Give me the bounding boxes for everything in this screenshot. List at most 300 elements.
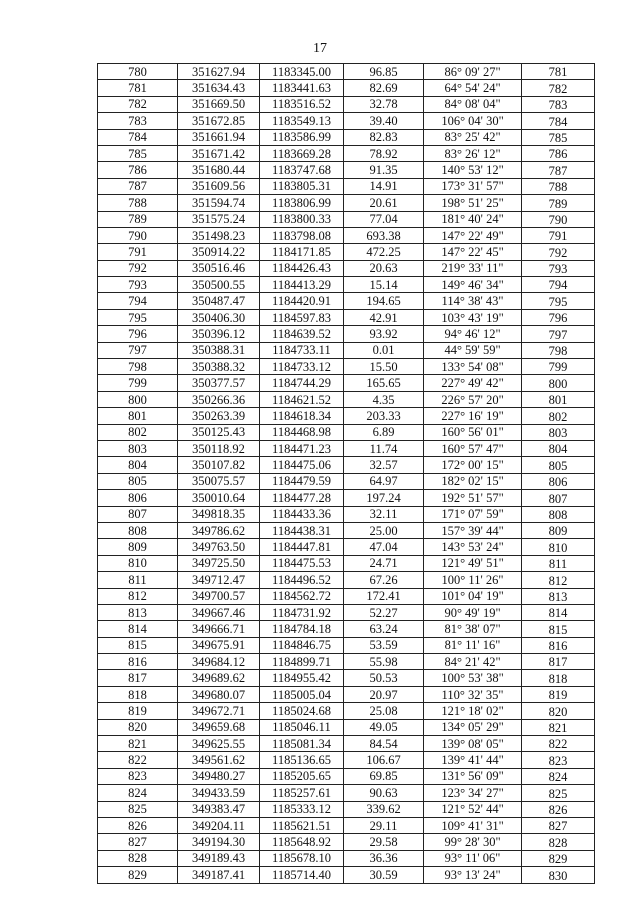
- distance-cell: 14.91: [344, 178, 424, 194]
- direction-angle-cell: 147° 22' 45": [424, 244, 522, 260]
- next-point-number-cell: 781: [522, 64, 595, 80]
- x-coordinate-cell: 351609.56: [178, 178, 260, 194]
- distance-cell: 96.85: [344, 64, 424, 80]
- table-row: [98, 96, 595, 112]
- x-coordinate-cell: 350516.46: [178, 260, 260, 276]
- distance-cell: 172.41: [344, 588, 424, 604]
- next-point-number-cell: 814: [522, 604, 595, 620]
- x-coordinate-cell: 351661.94: [178, 129, 260, 145]
- point-number-cell: 818: [98, 686, 178, 702]
- distance-cell: 15.14: [344, 277, 424, 293]
- table-row: [98, 834, 595, 850]
- point-number-cell: 783: [98, 113, 178, 129]
- coordinates-table-body: [98, 64, 595, 884]
- table-row: [98, 64, 595, 80]
- direction-angle-cell: 182° 02' 15": [424, 473, 522, 489]
- point-number-cell: 786: [98, 162, 178, 178]
- table-row: [98, 588, 595, 604]
- distance-cell: 52.27: [344, 604, 424, 620]
- x-coordinate-cell: 349818.35: [178, 506, 260, 522]
- point-number-cell: 799: [98, 375, 178, 391]
- x-coordinate-cell: 349712.47: [178, 572, 260, 588]
- x-coordinate-cell: 349666.71: [178, 621, 260, 637]
- table-row: [98, 129, 595, 145]
- distance-cell: 25.00: [344, 522, 424, 538]
- x-coordinate-cell: 350377.57: [178, 375, 260, 391]
- point-number-cell: 803: [98, 440, 178, 456]
- y-coordinate-cell: 1184475.06: [260, 457, 344, 473]
- y-coordinate-cell: 1184496.52: [260, 572, 344, 588]
- point-number-cell: 809: [98, 539, 178, 555]
- distance-cell: 67.26: [344, 572, 424, 588]
- table-row: [98, 752, 595, 768]
- direction-angle-cell: 227° 49' 42": [424, 375, 522, 391]
- direction-angle-cell: 140° 53' 12": [424, 162, 522, 178]
- distance-cell: 339.62: [344, 801, 424, 817]
- distance-cell: 0.01: [344, 342, 424, 358]
- next-point-number-cell: 830: [522, 867, 595, 883]
- next-point-number-cell: 805: [522, 457, 595, 473]
- distance-cell: 55.98: [344, 654, 424, 670]
- x-coordinate-cell: 351627.94: [178, 64, 260, 80]
- table-row: [98, 178, 595, 194]
- y-coordinate-cell: 1183441.63: [260, 80, 344, 96]
- next-point-number-cell: 810: [522, 539, 595, 555]
- next-point-number-cell: 785: [522, 129, 595, 145]
- table-row: [98, 785, 595, 801]
- y-coordinate-cell: 1184562.72: [260, 588, 344, 604]
- table-row: [98, 768, 595, 784]
- y-coordinate-cell: 1185714.40: [260, 867, 344, 883]
- direction-angle-cell: 109° 41' 31": [424, 817, 522, 833]
- table-row: [98, 113, 595, 129]
- point-number-cell: 785: [98, 145, 178, 161]
- next-point-number-cell: 791: [522, 227, 595, 243]
- direction-angle-cell: 86° 09' 27": [424, 64, 522, 80]
- x-coordinate-cell: 349672.71: [178, 703, 260, 719]
- direction-angle-cell: 121° 52' 44": [424, 801, 522, 817]
- distance-cell: 165.65: [344, 375, 424, 391]
- direction-angle-cell: 84° 08' 04": [424, 96, 522, 112]
- x-coordinate-cell: 350010.64: [178, 490, 260, 506]
- x-coordinate-cell: 349433.59: [178, 785, 260, 801]
- direction-angle-cell: 192° 51' 57": [424, 490, 522, 506]
- x-coordinate-cell: 349480.27: [178, 768, 260, 784]
- distance-cell: 63.24: [344, 621, 424, 637]
- direction-angle-cell: 227° 16' 19": [424, 408, 522, 424]
- next-point-number-cell: 793: [522, 260, 595, 276]
- direction-angle-cell: 121° 49' 51": [424, 555, 522, 571]
- x-coordinate-cell: 349383.47: [178, 801, 260, 817]
- direction-angle-cell: 173° 31' 57": [424, 178, 522, 194]
- table-row: [98, 440, 595, 456]
- point-number-cell: 784: [98, 129, 178, 145]
- direction-angle-cell: 44° 59' 59": [424, 342, 522, 358]
- x-coordinate-cell: 350388.31: [178, 342, 260, 358]
- point-number-cell: 825: [98, 801, 178, 817]
- next-point-number-cell: 827: [522, 817, 595, 833]
- direction-angle-cell: 121° 18' 02": [424, 703, 522, 719]
- table-row: [98, 260, 595, 276]
- distance-cell: 32.78: [344, 96, 424, 112]
- x-coordinate-cell: 349187.41: [178, 867, 260, 883]
- next-point-number-cell: 824: [522, 768, 595, 784]
- x-coordinate-cell: 349786.62: [178, 522, 260, 538]
- y-coordinate-cell: 1185333.12: [260, 801, 344, 817]
- x-coordinate-cell: 349667.46: [178, 604, 260, 620]
- y-coordinate-cell: 1184413.29: [260, 277, 344, 293]
- next-point-number-cell: 818: [522, 670, 595, 686]
- table-row: [98, 654, 595, 670]
- point-number-cell: 817: [98, 670, 178, 686]
- table-row: [98, 457, 595, 473]
- point-number-cell: 802: [98, 424, 178, 440]
- x-coordinate-cell: 350487.47: [178, 293, 260, 309]
- distance-cell: 11.74: [344, 440, 424, 456]
- point-number-cell: 789: [98, 211, 178, 227]
- x-coordinate-cell: 349625.55: [178, 736, 260, 752]
- direction-angle-cell: 171° 07' 59": [424, 506, 522, 522]
- x-coordinate-cell: 350406.30: [178, 309, 260, 325]
- table-row: [98, 850, 595, 866]
- table-row: [98, 867, 595, 883]
- direction-angle-cell: 198° 51' 25": [424, 195, 522, 211]
- y-coordinate-cell: 1184420.91: [260, 293, 344, 309]
- point-number-cell: 827: [98, 834, 178, 850]
- next-point-number-cell: 829: [522, 850, 595, 866]
- y-coordinate-cell: 1184477.28: [260, 490, 344, 506]
- point-number-cell: 822: [98, 752, 178, 768]
- distance-cell: 32.57: [344, 457, 424, 473]
- distance-cell: 32.11: [344, 506, 424, 522]
- direction-angle-cell: 147° 22' 49": [424, 227, 522, 243]
- table-row: [98, 506, 595, 522]
- point-number-cell: 792: [98, 260, 178, 276]
- x-coordinate-cell: 349684.12: [178, 654, 260, 670]
- point-number-cell: 782: [98, 96, 178, 112]
- distance-cell: 20.61: [344, 195, 424, 211]
- y-coordinate-cell: 1183669.28: [260, 145, 344, 161]
- y-coordinate-cell: 1184438.31: [260, 522, 344, 538]
- x-coordinate-cell: 351498.23: [178, 227, 260, 243]
- distance-cell: 90.63: [344, 785, 424, 801]
- x-coordinate-cell: 349194.30: [178, 834, 260, 850]
- point-number-cell: 810: [98, 555, 178, 571]
- next-point-number-cell: 807: [522, 490, 595, 506]
- direction-angle-cell: 81° 38' 07": [424, 621, 522, 637]
- distance-cell: 29.11: [344, 817, 424, 833]
- table-row: [98, 211, 595, 227]
- y-coordinate-cell: 1184433.36: [260, 506, 344, 522]
- next-point-number-cell: 792: [522, 244, 595, 260]
- direction-angle-cell: 139° 41' 44": [424, 752, 522, 768]
- table-row: [98, 522, 595, 538]
- y-coordinate-cell: 1185024.68: [260, 703, 344, 719]
- distance-cell: 93.92: [344, 326, 424, 342]
- next-point-number-cell: 800: [522, 375, 595, 391]
- next-point-number-cell: 789: [522, 195, 595, 211]
- table-row: [98, 227, 595, 243]
- y-coordinate-cell: 1185005.04: [260, 686, 344, 702]
- x-coordinate-cell: 350914.22: [178, 244, 260, 260]
- point-number-cell: 816: [98, 654, 178, 670]
- direction-angle-cell: 93° 11' 06": [424, 850, 522, 866]
- distance-cell: 82.69: [344, 80, 424, 96]
- x-coordinate-cell: 351669.50: [178, 96, 260, 112]
- table-row: [98, 686, 595, 702]
- y-coordinate-cell: 1184468.98: [260, 424, 344, 440]
- table-row: [98, 375, 595, 391]
- x-coordinate-cell: 350266.36: [178, 391, 260, 407]
- direction-angle-cell: 83° 25' 42": [424, 129, 522, 145]
- table-row: [98, 572, 595, 588]
- y-coordinate-cell: 1184171.85: [260, 244, 344, 260]
- direction-angle-cell: 149° 46' 34": [424, 277, 522, 293]
- distance-cell: 42.91: [344, 309, 424, 325]
- x-coordinate-cell: 349204.11: [178, 817, 260, 833]
- y-coordinate-cell: 1184744.29: [260, 375, 344, 391]
- y-coordinate-cell: 1185046.11: [260, 719, 344, 735]
- y-coordinate-cell: 1184597.83: [260, 309, 344, 325]
- table-row: [98, 326, 595, 342]
- point-number-cell: 804: [98, 457, 178, 473]
- distance-cell: 39.40: [344, 113, 424, 129]
- next-point-number-cell: 799: [522, 359, 595, 375]
- direction-angle-cell: 114° 38' 43": [424, 293, 522, 309]
- table-row: [98, 424, 595, 440]
- point-number-cell: 811: [98, 572, 178, 588]
- point-number-cell: 798: [98, 359, 178, 375]
- next-point-number-cell: 828: [522, 834, 595, 850]
- point-number-cell: 794: [98, 293, 178, 309]
- next-point-number-cell: 804: [522, 440, 595, 456]
- next-point-number-cell: 803: [522, 424, 595, 440]
- x-coordinate-cell: 350075.57: [178, 473, 260, 489]
- x-coordinate-cell: 349675.91: [178, 637, 260, 653]
- table-row: [98, 817, 595, 833]
- table-row: [98, 293, 595, 309]
- y-coordinate-cell: 1184475.53: [260, 555, 344, 571]
- x-coordinate-cell: 349700.57: [178, 588, 260, 604]
- direction-angle-cell: 83° 26' 12": [424, 145, 522, 161]
- distance-cell: 203.33: [344, 408, 424, 424]
- direction-angle-cell: 219° 33' 11": [424, 260, 522, 276]
- next-point-number-cell: 801: [522, 391, 595, 407]
- next-point-number-cell: 816: [522, 637, 595, 653]
- next-point-number-cell: 823: [522, 752, 595, 768]
- y-coordinate-cell: 1184784.18: [260, 621, 344, 637]
- distance-cell: 91.35: [344, 162, 424, 178]
- distance-cell: 15.50: [344, 359, 424, 375]
- next-point-number-cell: 796: [522, 309, 595, 325]
- x-coordinate-cell: 351672.85: [178, 113, 260, 129]
- direction-angle-cell: 103° 43' 19": [424, 309, 522, 325]
- x-coordinate-cell: 350118.92: [178, 440, 260, 456]
- distance-cell: 50.53: [344, 670, 424, 686]
- table-row: [98, 309, 595, 325]
- y-coordinate-cell: 1184731.92: [260, 604, 344, 620]
- direction-angle-cell: 160° 56' 01": [424, 424, 522, 440]
- table-row: [98, 359, 595, 375]
- next-point-number-cell: 795: [522, 293, 595, 309]
- point-number-cell: 806: [98, 490, 178, 506]
- table-row: [98, 145, 595, 161]
- distance-cell: 20.97: [344, 686, 424, 702]
- next-point-number-cell: 790: [522, 211, 595, 227]
- y-coordinate-cell: 1184621.52: [260, 391, 344, 407]
- point-number-cell: 800: [98, 391, 178, 407]
- direction-angle-cell: 181° 40' 24": [424, 211, 522, 227]
- distance-cell: 69.85: [344, 768, 424, 784]
- distance-cell: 49.05: [344, 719, 424, 735]
- direction-angle-cell: 94° 46' 12": [424, 326, 522, 342]
- distance-cell: 77.04: [344, 211, 424, 227]
- distance-cell: 53.59: [344, 637, 424, 653]
- x-coordinate-cell: 350263.39: [178, 408, 260, 424]
- direction-angle-cell: 172° 00' 15": [424, 457, 522, 473]
- x-coordinate-cell: 351680.44: [178, 162, 260, 178]
- y-coordinate-cell: 1183586.99: [260, 129, 344, 145]
- x-coordinate-cell: 349189.43: [178, 850, 260, 866]
- distance-cell: 20.63: [344, 260, 424, 276]
- next-point-number-cell: 784: [522, 113, 595, 129]
- table-row: [98, 637, 595, 653]
- next-point-number-cell: 809: [522, 522, 595, 538]
- direction-angle-cell: 101° 04' 19": [424, 588, 522, 604]
- point-number-cell: 812: [98, 588, 178, 604]
- y-coordinate-cell: 1184447.81: [260, 539, 344, 555]
- direction-angle-cell: 157° 39' 44": [424, 522, 522, 538]
- direction-angle-cell: 139° 08' 05": [424, 736, 522, 752]
- y-coordinate-cell: 1183549.13: [260, 113, 344, 129]
- x-coordinate-cell: 349763.50: [178, 539, 260, 555]
- table-row: [98, 162, 595, 178]
- next-point-number-cell: 806: [522, 473, 595, 489]
- distance-cell: 472.25: [344, 244, 424, 260]
- distance-cell: 24.71: [344, 555, 424, 571]
- point-number-cell: 819: [98, 703, 178, 719]
- point-number-cell: 796: [98, 326, 178, 342]
- x-coordinate-cell: 349689.62: [178, 670, 260, 686]
- y-coordinate-cell: 1184733.12: [260, 359, 344, 375]
- direction-angle-cell: 131° 56' 09": [424, 768, 522, 784]
- x-coordinate-cell: 349680.07: [178, 686, 260, 702]
- table-row: [98, 391, 595, 407]
- direction-angle-cell: 110° 32' 35": [424, 686, 522, 702]
- next-point-number-cell: 797: [522, 326, 595, 342]
- point-number-cell: 791: [98, 244, 178, 260]
- distance-cell: 106.67: [344, 752, 424, 768]
- point-number-cell: 824: [98, 785, 178, 801]
- table-row: [98, 342, 595, 358]
- next-point-number-cell: 811: [522, 555, 595, 571]
- point-number-cell: 788: [98, 195, 178, 211]
- point-number-cell: 826: [98, 817, 178, 833]
- next-point-number-cell: 826: [522, 801, 595, 817]
- point-number-cell: 797: [98, 342, 178, 358]
- point-number-cell: 820: [98, 719, 178, 735]
- distance-cell: 47.04: [344, 539, 424, 555]
- point-number-cell: 814: [98, 621, 178, 637]
- point-number-cell: 780: [98, 64, 178, 80]
- table-row: [98, 244, 595, 260]
- next-point-number-cell: 817: [522, 654, 595, 670]
- x-coordinate-cell: 349561.62: [178, 752, 260, 768]
- next-point-number-cell: 820: [522, 703, 595, 719]
- distance-cell: 30.59: [344, 867, 424, 883]
- y-coordinate-cell: 1183806.99: [260, 195, 344, 211]
- x-coordinate-cell: 351594.74: [178, 195, 260, 211]
- table-row: [98, 277, 595, 293]
- point-number-cell: 793: [98, 277, 178, 293]
- point-number-cell: 805: [98, 473, 178, 489]
- next-point-number-cell: 813: [522, 588, 595, 604]
- y-coordinate-cell: 1185205.65: [260, 768, 344, 784]
- coordinates-table: [97, 63, 595, 884]
- next-point-number-cell: 802: [522, 408, 595, 424]
- table-row: [98, 80, 595, 96]
- direction-angle-cell: 226° 57' 20": [424, 391, 522, 407]
- table-row: [98, 408, 595, 424]
- x-coordinate-cell: 349725.50: [178, 555, 260, 571]
- y-coordinate-cell: 1185621.51: [260, 817, 344, 833]
- direction-angle-cell: 100° 11' 26": [424, 572, 522, 588]
- distance-cell: 84.54: [344, 736, 424, 752]
- y-coordinate-cell: 1184639.52: [260, 326, 344, 342]
- table-row: [98, 801, 595, 817]
- y-coordinate-cell: 1185648.92: [260, 834, 344, 850]
- y-coordinate-cell: 1183805.31: [260, 178, 344, 194]
- direction-angle-cell: 134° 05' 29": [424, 719, 522, 735]
- direction-angle-cell: 81° 11' 16": [424, 637, 522, 653]
- y-coordinate-cell: 1184899.71: [260, 654, 344, 670]
- point-number-cell: 795: [98, 309, 178, 325]
- y-coordinate-cell: 1184479.59: [260, 473, 344, 489]
- x-coordinate-cell: 350388.32: [178, 359, 260, 375]
- x-coordinate-cell: 351634.43: [178, 80, 260, 96]
- y-coordinate-cell: 1183747.68: [260, 162, 344, 178]
- y-coordinate-cell: 1183798.08: [260, 227, 344, 243]
- table-row: [98, 490, 595, 506]
- next-point-number-cell: 786: [522, 145, 595, 161]
- next-point-number-cell: 819: [522, 686, 595, 702]
- point-number-cell: 821: [98, 736, 178, 752]
- point-number-cell: 807: [98, 506, 178, 522]
- table-row: [98, 670, 595, 686]
- x-coordinate-cell: 349659.68: [178, 719, 260, 735]
- y-coordinate-cell: 1185136.65: [260, 752, 344, 768]
- y-coordinate-cell: 1185257.61: [260, 785, 344, 801]
- point-number-cell: 787: [98, 178, 178, 194]
- y-coordinate-cell: 1184955.42: [260, 670, 344, 686]
- y-coordinate-cell: 1184846.75: [260, 637, 344, 653]
- page-number: 17: [313, 41, 327, 56]
- point-number-cell: 828: [98, 850, 178, 866]
- y-coordinate-cell: 1183516.52: [260, 96, 344, 112]
- table-row: [98, 719, 595, 735]
- table-row: [98, 555, 595, 571]
- x-coordinate-cell: 351575.24: [178, 211, 260, 227]
- direction-angle-cell: 99° 28' 30": [424, 834, 522, 850]
- direction-angle-cell: 143° 53' 24": [424, 539, 522, 555]
- direction-angle-cell: 90° 49' 19": [424, 604, 522, 620]
- y-coordinate-cell: 1184618.34: [260, 408, 344, 424]
- y-coordinate-cell: 1184733.11: [260, 342, 344, 358]
- y-coordinate-cell: 1183800.33: [260, 211, 344, 227]
- point-number-cell: 829: [98, 867, 178, 883]
- distance-cell: 6.89: [344, 424, 424, 440]
- y-coordinate-cell: 1185678.10: [260, 850, 344, 866]
